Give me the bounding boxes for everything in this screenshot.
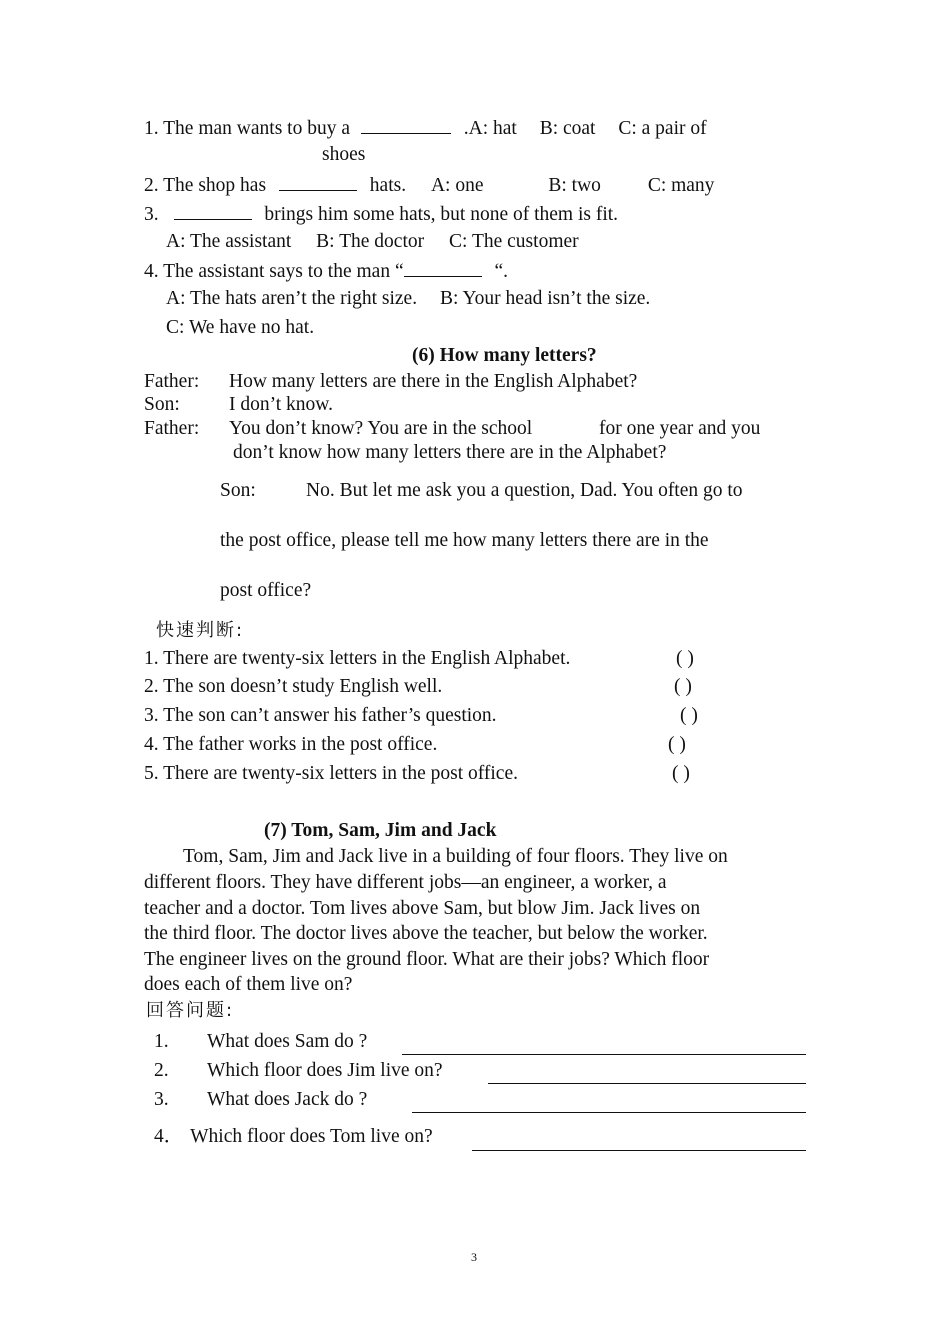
question-2 <box>154 1059 443 1083</box>
q4-line <box>144 258 508 284</box>
q4-blank[interactable] <box>404 258 482 277</box>
q4-option-c: C: We have no hat. <box>166 317 315 338</box>
q2-option-c: C: many <box>647 175 715 196</box>
q1-option-a: .A: hat <box>463 118 517 139</box>
question-1 <box>154 1030 368 1054</box>
statement-2: 2. The son doesn’t study English well. <box>144 676 443 697</box>
statement-1: 1. There are twenty-six letters in the English Alphabet. <box>144 648 571 669</box>
q2-option-b: B: two <box>548 175 601 196</box>
answer-label: 回答问题: <box>146 1000 235 1021</box>
question-4 <box>154 1125 433 1149</box>
speaker-son: Son: <box>220 480 256 501</box>
paragraph-line: The engineer lives on the ground floor. What are their jobs? Which floor <box>144 949 710 970</box>
paragraph-line: different floors. They have different jobs—an engineer, a worker, a <box>144 872 667 893</box>
son-reply-line-1 <box>220 479 743 503</box>
dialogue-text: I don’t know. <box>229 394 333 415</box>
statement-5: 5. There are twenty-six letters in the post office. <box>144 763 518 784</box>
q2-text: 2. The shop has <box>144 175 267 196</box>
answer-paren-2[interactable]: ( ) <box>674 676 692 697</box>
question-num: 2. <box>154 1060 169 1081</box>
dialogue-text: You don’t know? You are in the school <box>229 418 533 439</box>
q4-option-a: A: The hats aren’t the right size. <box>166 288 418 309</box>
speaker-father: Father: <box>144 371 200 392</box>
dialogue-line-2 <box>144 393 333 417</box>
q1-line <box>144 115 707 141</box>
answer-line-1[interactable] <box>402 1054 806 1055</box>
q4-text-b: “. <box>494 261 508 282</box>
q1-option-c: C: a pair of <box>618 118 707 139</box>
q1-blank[interactable] <box>361 115 451 134</box>
q1-text: 1. The man wants to buy a <box>144 118 350 139</box>
q3-option-c: C: The customer <box>449 231 579 252</box>
question-text: Which floor does Jim live on? <box>207 1060 443 1081</box>
paragraph-line: the third floor. The doctor lives above the teacher, but below the worker. <box>144 923 708 944</box>
q4-option-b: B: Your head isn’t the size. <box>439 288 651 309</box>
dialogue-text: How many letters are there in the English Alphabet? <box>229 371 638 392</box>
q3-blank[interactable] <box>174 201 252 220</box>
q3-option-a: A: The assistant <box>166 231 292 252</box>
q4-options <box>166 287 650 311</box>
q3-line <box>144 201 618 227</box>
statement-3: 3. The son can’t answer his father’s question. <box>144 705 497 726</box>
q1-option-c-cont: shoes <box>322 144 366 165</box>
answer-line-4[interactable] <box>472 1150 806 1151</box>
question-num: 1. <box>154 1031 169 1052</box>
paragraph-line: teacher and a doctor. Tom lives above Sam, but blow Jim. Jack lives on <box>144 898 701 919</box>
dialogue-text: for one year and you <box>599 418 761 439</box>
q3-num: 3. <box>144 204 159 225</box>
speaker-father: Father: <box>144 418 200 439</box>
son-reply-text: post office? <box>220 580 312 601</box>
question-num: 4． <box>154 1126 184 1147</box>
answer-paren-3[interactable]: ( ) <box>680 705 698 726</box>
dialogue-line-3 <box>144 417 761 441</box>
dialogue-text-cont: don’t know how many letters there are in the Alphabet? <box>233 442 667 463</box>
statement-4: 4. The father works in the post office. <box>144 734 438 755</box>
q2-text-b: hats. <box>369 175 407 196</box>
question-text: What does Jack do ? <box>207 1089 368 1110</box>
question-text: What does Sam do ? <box>207 1031 368 1052</box>
dialogue-line-1 <box>144 370 638 394</box>
paragraph-line: Tom, Sam, Jim and Jack live in a building of four floors. They live on <box>183 846 728 867</box>
q3-text: brings him some hats, but none of them is fit. <box>264 204 619 225</box>
son-reply-text: the post office, please tell me how many letters there are in the <box>220 530 709 551</box>
page-number: 3 <box>471 1250 477 1264</box>
answer-paren-4[interactable]: ( ) <box>668 734 686 755</box>
question-text: Which floor does Tom live on? <box>190 1126 433 1147</box>
judge-label: 快速判断: <box>156 620 245 641</box>
q3-option-b: B: The doctor <box>316 231 425 252</box>
answer-paren-1[interactable]: ( ) <box>676 648 694 669</box>
speaker-son: Son: <box>144 394 180 415</box>
answer-paren-5[interactable]: ( ) <box>672 763 690 784</box>
paragraph-line: does each of them live on? <box>144 974 353 995</box>
section7-title: (7) Tom, Sam, Jim and Jack <box>264 820 497 841</box>
q2-line <box>144 172 714 198</box>
q3-options <box>166 230 579 254</box>
q1-option-b: B: coat <box>539 118 596 139</box>
q4-text: 4. The assistant says to the man “ <box>144 261 404 282</box>
son-reply-text: No. But let me ask you a question, Dad. You often go to <box>306 480 743 501</box>
question-num: 3. <box>154 1089 169 1110</box>
q2-blank[interactable] <box>279 172 357 191</box>
section6-title: (6) How many letters? <box>412 345 597 366</box>
answer-line-2[interactable] <box>488 1083 806 1084</box>
q2-option-a: A: one <box>430 175 484 196</box>
answer-line-3[interactable] <box>412 1112 806 1113</box>
question-3 <box>154 1088 368 1112</box>
